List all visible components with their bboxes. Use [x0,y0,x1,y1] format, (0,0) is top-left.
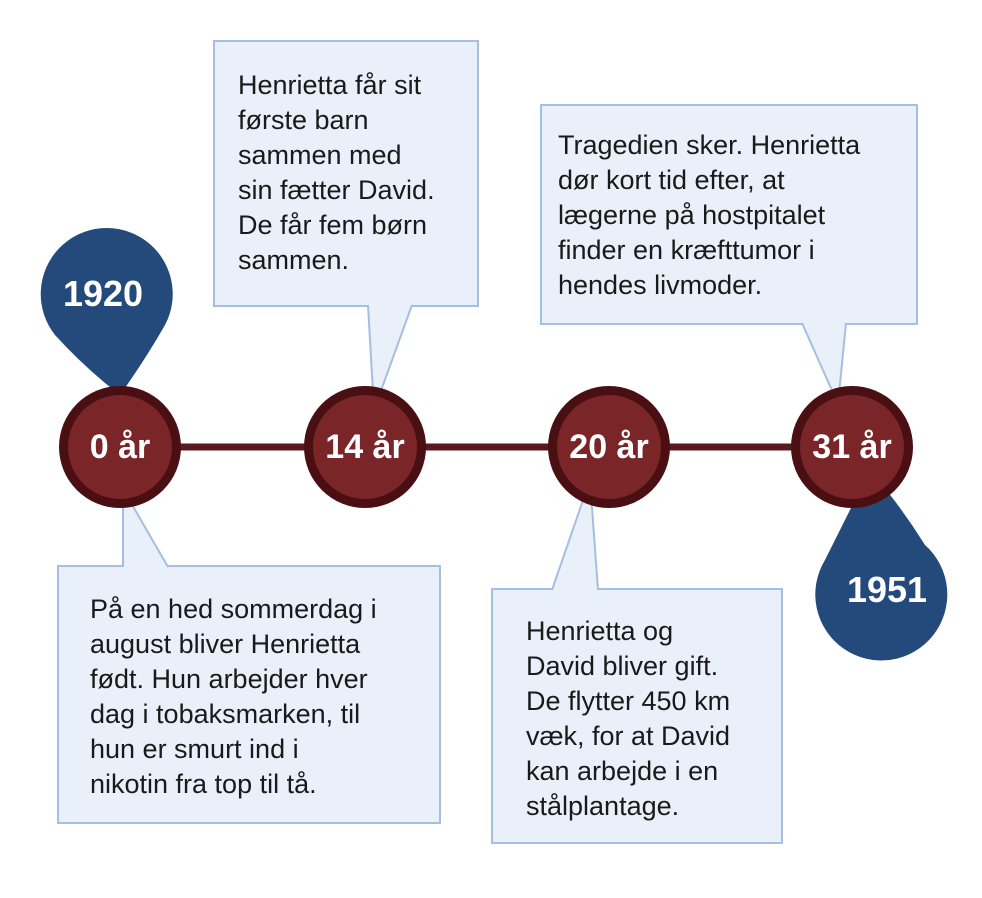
age-label-14: 14 år [325,428,405,466]
age-label-0: 0 år [89,428,151,466]
age-label-31: 31 år [812,428,892,466]
year-label-1951: 1951 [846,569,928,610]
callout-text-2: Henrietta og David bliver gift. De flytter 450 km væk, for at David kan arbejde i en stålplantage. [526,616,731,821]
callout-text-3: Tragedien sker. Henrietta dør kort tid efter, at lægerne på hostpitalet finder en kræfttumor i hendes livmoder. [558,130,861,300]
age-label-20: 20 år [569,428,649,466]
year-label-1920: 1920 [62,273,144,314]
callout-text-1: Henrietta får sit første barn sammen med sin fætter David. De får fem børn sammen. [238,70,435,275]
callout-text-0: På en hed sommerdag i august bliver Henrietta født. Hun arbejder hver dag i tobaksmarken, til hun er smurt ind i nikotin fra top til tå. [90,594,377,799]
